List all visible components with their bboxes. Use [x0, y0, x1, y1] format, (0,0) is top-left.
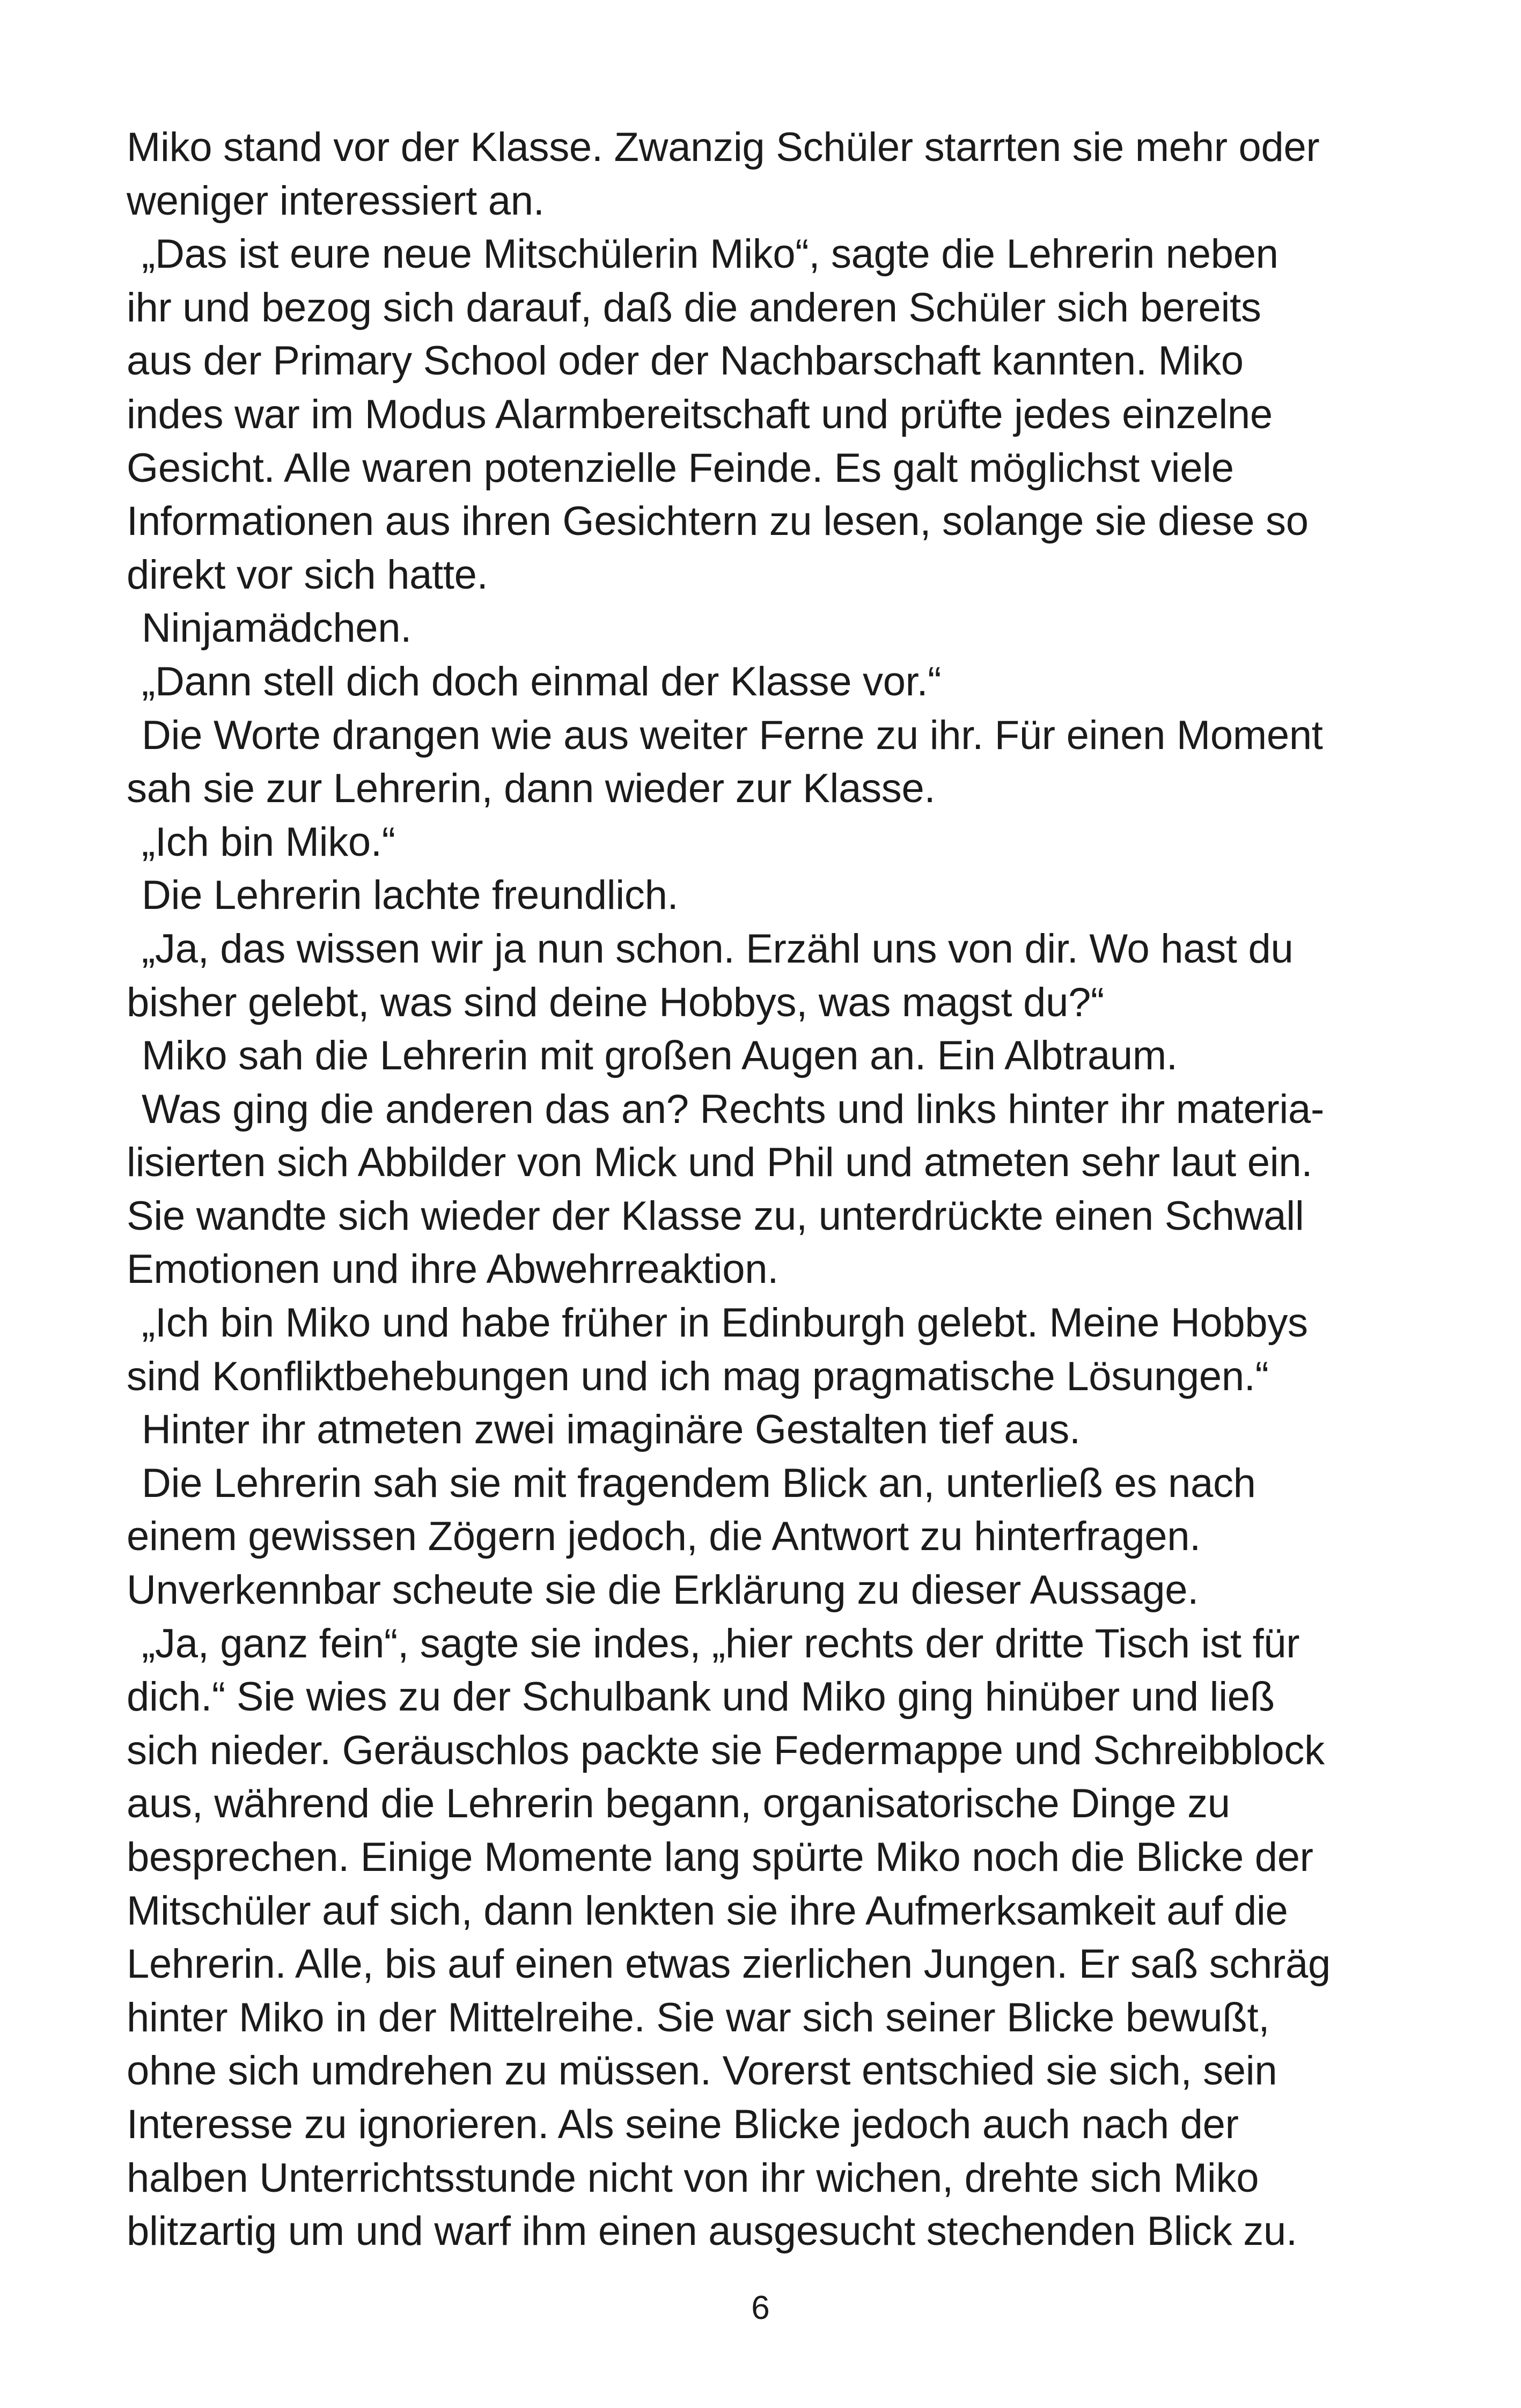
text-line: sich nieder. Geräuschlos packte sie Federmappe und Schreibblock	[127, 1727, 1325, 1773]
text-line: Emotionen und ihre Abwehrreaktion.	[127, 1246, 779, 1293]
text-line: besprechen. Einige Momente lang spürte Miko noch die Blicke der	[127, 1834, 1313, 1880]
text-line: sind Konfliktbehebungen und ich mag pragmatische Lösungen.“	[127, 1353, 1269, 1399]
text-line: Was ging die anderen das an? Rechts und links hinter ihr materia-	[142, 1086, 1324, 1132]
text-line: „Ich bin Miko und habe früher in Edinburgh gelebt. Meine Hobbys	[142, 1300, 1308, 1346]
text-line: dich.“ Sie wies zu der Schulbank und Miko ging hinüber und ließ	[127, 1674, 1275, 1720]
text-line: ohne sich umdrehen zu müssen. Vorerst entschied sie sich, sein	[127, 2048, 1277, 2094]
text-line: Ninjamädchen.	[142, 605, 412, 651]
text-line: ihr und bezog sich darauf, daß die anderen Schüler sich bereits	[127, 284, 1261, 331]
text-line: „Dann stell dich doch einmal der Klasse vor.“	[142, 658, 942, 704]
text-line: blitzartig um und warf ihm einen ausgesucht stechenden Blick zu.	[127, 2208, 1297, 2255]
text-line: direkt vor sich hatte.	[127, 552, 488, 598]
text-line: Lehrerin. Alle, bis auf einen etwas zierlichen Jungen. Er saß schräg	[127, 1941, 1331, 1987]
page-number: 6	[751, 2289, 770, 2326]
text-line: „Das ist eure neue Mitschülerin Miko“, sagte die Lehrerin neben	[142, 231, 1278, 277]
text-line: „Ich bin Miko.“	[142, 819, 395, 865]
text-line: Sie wandte sich wieder der Klasse zu, unterdrückte einen Schwall	[127, 1193, 1304, 1239]
text-line: indes war im Modus Alarmbereitschaft und prüfte jedes einzelne	[127, 391, 1273, 437]
text-line: „Ja, das wissen wir ja nun schon. Erzähl uns von dir. Wo hast du	[142, 926, 1294, 972]
text-line: hinter Miko in der Mittelreihe. Sie war sich seiner Blicke bewußt,	[127, 1994, 1270, 2040]
text-line: Miko sah die Lehrerin mit großen Augen an. Ein Albtraum.	[142, 1033, 1178, 1079]
text-line: sah sie zur Lehrerin, dann wieder zur Klasse.	[127, 766, 936, 812]
text-line: Informationen aus ihren Gesichtern zu lesen, solange sie diese so	[127, 498, 1309, 545]
text-line: Unverkennbar scheute sie die Erklärung zu dieser Aussage.	[127, 1567, 1199, 1613]
body-text	[127, 121, 1414, 2258]
text-line: aus der Primary School oder der Nachbarschaft kannten. Miko	[127, 338, 1244, 384]
text-line: Miko stand vor der Klasse. Zwanzig Schüler starrten sie mehr oder	[127, 124, 1320, 170]
text-line: Gesicht. Alle waren potenzielle Feinde. Es galt möglichst viele	[127, 445, 1234, 491]
text-line: weniger interessiert an.	[127, 178, 545, 224]
text-line: Mitschüler auf sich, dann lenkten sie ihre Aufmerksamkeit auf die	[127, 1888, 1288, 1934]
text-line: Interesse zu ignorieren. Als seine Blicke jedoch auch nach der	[127, 2101, 1239, 2147]
text-line: halben Unterrichtsstunde nicht von ihr wichen, drehte sich Miko	[127, 2155, 1259, 2201]
text-line: Die Lehrerin sah sie mit fragendem Blick an, unterließ es nach	[142, 1460, 1256, 1506]
text-line: aus, während die Lehrerin begann, organisatorische Dinge zu	[127, 1781, 1230, 1827]
text-line: Die Worte drangen wie aus weiter Ferne zu ihr. Für einen Moment	[142, 712, 1323, 758]
text-line: Die Lehrerin lachte freundlich.	[142, 872, 679, 919]
text-line: lisierten sich Abbilder von Mick und Phil und atmeten sehr laut ein.	[127, 1140, 1313, 1186]
text-line: einem gewissen Zögern jedoch, die Antwort zu hinterfragen.	[127, 1514, 1201, 1560]
text-line: Hinter ihr atmeten zwei imaginäre Gestalten tief aus.	[142, 1407, 1081, 1453]
text-line: „Ja, ganz fein“, sagte sie indes, „hier rechts der dritte Tisch ist für	[142, 1620, 1300, 1666]
text-line: bisher gelebt, was sind deine Hobbys, was magst du?“	[127, 979, 1105, 1025]
